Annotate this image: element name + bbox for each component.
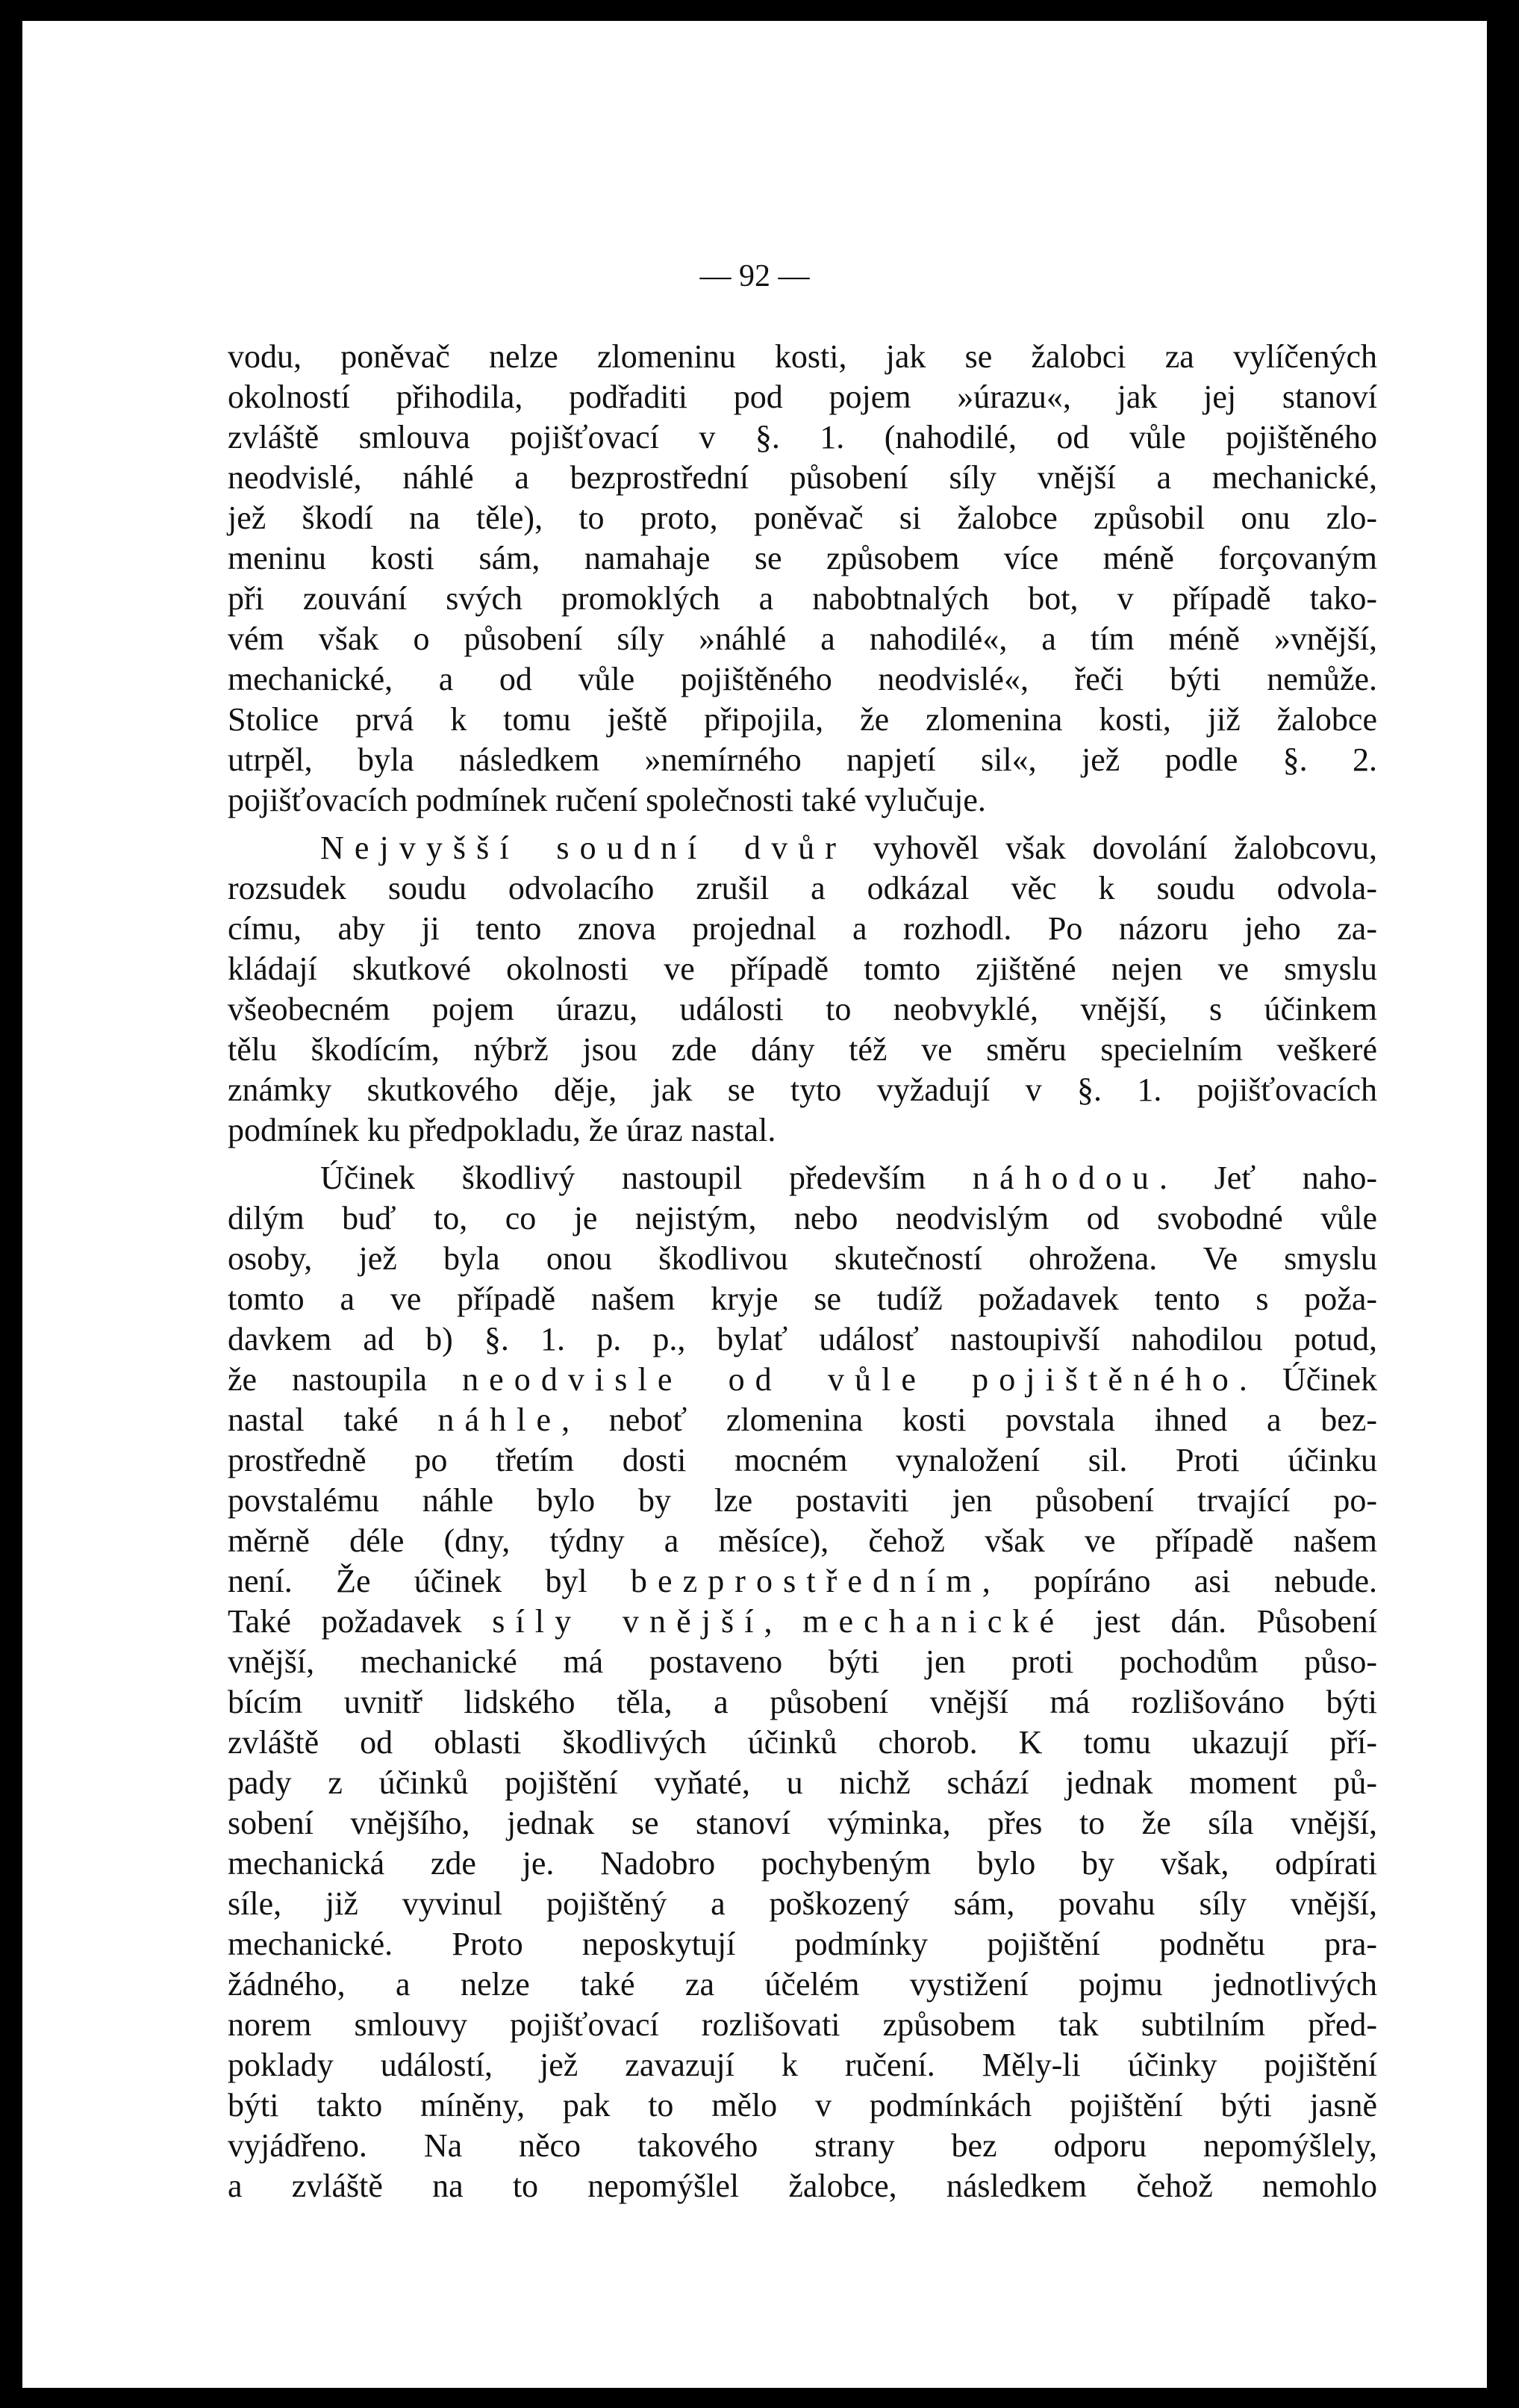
text-line: známky skutkového děje, jak se tyto vyžadují v §. 1. pojišťovacích xyxy=(228,1071,1377,1108)
text-line: neodvislé, náhlé a bezprostřední působení síly vnější a mechanické, xyxy=(228,459,1377,496)
text-fragment: , neboť zlomenina kosti povstala ihned a bez- xyxy=(561,1401,1377,1438)
text-line: sobení vnějšího, jednak se stanoví výminka, přes to že síla vnější, xyxy=(228,1805,1377,1841)
text-line: tomto a ve případě našem kryje se tudíž požadavek tento s poža- xyxy=(228,1281,1377,1317)
text-line: vnější, mechanické má postaveno býti jen proti pochodům půso- xyxy=(228,1643,1377,1680)
spaced-emphasis: síly vnější xyxy=(492,1603,764,1640)
text-line: poklady událostí, jež zavazují k ručení. Měly-li účinky pojištění xyxy=(228,2047,1377,2083)
text-line: davkem ad b) §. 1. p. p., bylať událosť nastoupivší nahodilou potud, xyxy=(228,1321,1377,1357)
page xyxy=(22,21,1487,2388)
text-line: vém však o působení síly »náhlé a nahodilé«, a tím méně »vnější, xyxy=(228,620,1377,657)
spaced-emphasis: náhle xyxy=(437,1401,562,1438)
text-line: bícím uvnitř lidského těla, a působení vnější má rozlišováno býti xyxy=(228,1684,1377,1720)
text-line: norem smlouvy pojišťovací rozlišovati způsobem tak subtilním před- xyxy=(228,2006,1377,2043)
text-line: a zvláště na to nepomýšlel žalobce, následkem čehož nemohlo xyxy=(228,2168,1377,2204)
text-line: osoby, jež byla onou škodlivou skutečností ohrožena. Ve smyslu xyxy=(228,1240,1377,1277)
text-fragment: Účinek škodlivý nastoupil především xyxy=(320,1160,973,1196)
text-line: měrně déle (dny, týdny a měsíce), čehož však ve případě našem xyxy=(228,1522,1377,1559)
text-line: pojišťovacích podmínek ručení společnosti také vylučuje. xyxy=(228,782,986,818)
text-line xyxy=(228,1561,1377,1602)
text-line: žádného, a nelze také za účelém vystižení pojmu jednotlivých xyxy=(228,1966,1377,2003)
text-line: vodu, poněvač nelze zlomeninu kosti, jak se žalobci za vylíčených xyxy=(228,338,1377,375)
text-line xyxy=(228,828,1377,868)
text-fragment: , xyxy=(764,1603,803,1640)
text-line: pady z účinků pojištění vyňaté, u nichž schází jednak moment pů- xyxy=(228,1764,1377,1801)
text-line: síle, již vyvinul pojištěný a poškozený sám, povahu síly vnější, xyxy=(228,1885,1377,1922)
text-line: povstalému náhle bylo by lze postaviti jen působení trvající po- xyxy=(228,1482,1377,1519)
paragraph-3 xyxy=(228,1158,1377,2206)
text-line: podmínek ku předpokladu, že úraz nastal. xyxy=(228,1112,776,1148)
text-line: okolností přihodila, podřaditi pod pojem »úrazu«, jak jej stanoví xyxy=(228,379,1377,415)
text-line: mechanická zde je. Nadobro pochybeným bylo by však, odpírati xyxy=(228,1845,1377,1882)
text-line xyxy=(228,1158,1377,1198)
text-line: címu, aby ji tento znova projednal a rozhodl. Po názoru jeho za- xyxy=(228,910,1377,947)
paragraph-2 xyxy=(228,828,1377,1151)
text-line: utrpěl, byla následkem »nemírného napjetí sil«, jež podle §. 2. xyxy=(228,741,1377,778)
text-fragment: není. Že účinek byl xyxy=(228,1563,631,1599)
text-line: vyjádřeno. Na něco takového strany bez odporu nepomýšlely, xyxy=(228,2127,1377,2164)
text-line: dilým buď to, co je nejistým, nebo neodvislým od svobodné vůle xyxy=(228,1200,1377,1236)
text-line xyxy=(228,1360,1377,1400)
spaced-emphasis: Nejvyšší soudní dvůr xyxy=(320,830,846,866)
text-line: prostředně po třetím dosti mocném vynaložení sil. Proti účinku xyxy=(228,1442,1377,1478)
text-line: Stolice prvá k tomu ještě připojila, že zlomenina kosti, již žalobce xyxy=(228,701,1377,738)
page-number: — 92 — xyxy=(699,259,810,293)
text-line: meninu kosti sám, namahaje se způsobem více méně forçovaným xyxy=(228,540,1377,576)
spaced-emphasis: neodvisle od vůle pojištěného xyxy=(462,1361,1239,1398)
text-line: kládají skutkové okolnosti ve případě tomto zjištěné nejen ve smyslu xyxy=(228,951,1377,987)
text-line: zvláště smlouva pojišťovací v §. 1. (nahodilé, od vůle pojištěného xyxy=(228,419,1377,455)
text-fragment: . Účinek xyxy=(1238,1361,1378,1398)
text-line: zvláště od oblasti škodlivých účinků chorob. K tomu ukazují pří- xyxy=(228,1724,1377,1761)
text-fragment: Také požadavek xyxy=(228,1603,493,1640)
text-fragment: jest dán. Působení xyxy=(1064,1603,1378,1640)
body-text xyxy=(228,337,1377,2214)
text-line: jež škodí na těle), to proto, poněvač si žalobce způsobil onu zlo- xyxy=(228,500,1377,536)
text-line: při zouvání svých promoklých a nabobtnalých bot, v případě tako- xyxy=(228,580,1377,617)
text-line: tělu škodícím, nýbrž jsou zde dány též ve směru specielním veškeré xyxy=(228,1031,1377,1068)
text-line: mechanické. Proto neposkytují podmínky pojištění podnětu pra- xyxy=(228,1926,1377,1962)
spaced-emphasis: mechanické xyxy=(802,1603,1065,1640)
text-fragment: . Jeť naho- xyxy=(1159,1160,1377,1196)
text-line xyxy=(228,1602,1377,1642)
text-line xyxy=(228,1400,1377,1440)
paragraph-1 xyxy=(228,337,1377,821)
text-fragment: nastal také xyxy=(228,1401,438,1438)
text-fragment: že nastoupila xyxy=(228,1361,463,1398)
text-line: rozsudek soudu odvolacího zrušil a odkázal věc k soudu odvola- xyxy=(228,870,1377,906)
text-line: všeobecném pojem úrazu, události to neobvyklé, vnější, s účinkem xyxy=(228,991,1377,1027)
text-fragment: vyhověl však dovolání žalobcovu, xyxy=(846,830,1377,866)
text-line: býti takto míněny, pak to mělo v podmínkách pojištění býti jasně xyxy=(228,2087,1377,2124)
spaced-emphasis: náhodou xyxy=(972,1160,1160,1196)
spaced-emphasis: bezprostředním xyxy=(630,1563,982,1599)
text-fragment: , popíráno asi nebude. xyxy=(982,1563,1378,1599)
text-line: mechanické, a od vůle pojištěného neodvislé«, řeči býti nemůže. xyxy=(228,661,1377,697)
